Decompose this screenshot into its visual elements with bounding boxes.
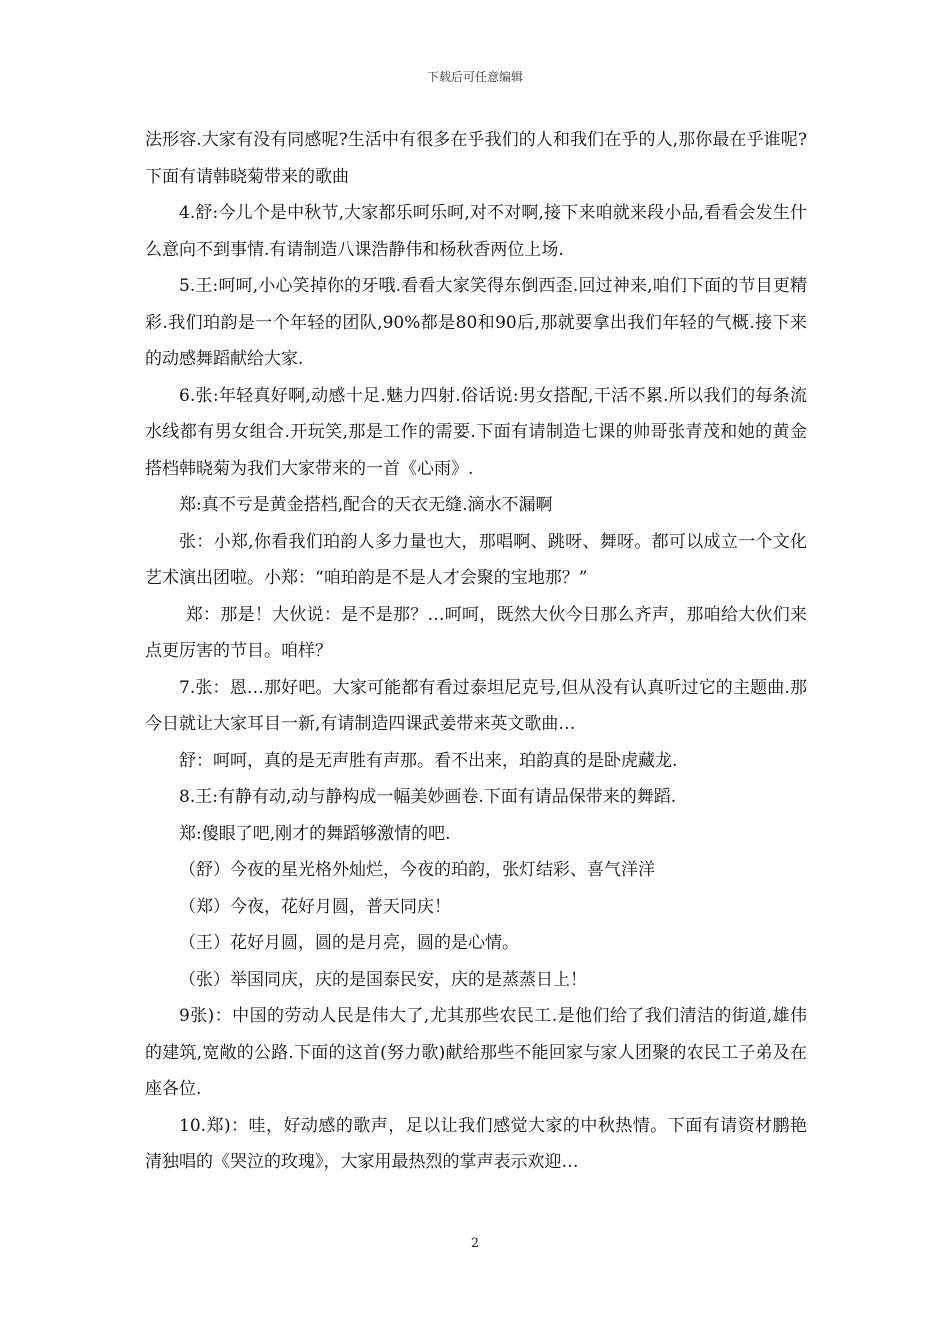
paragraph-zheng-line: （郑）今夜，花好月圆，普天同庆！ [179,896,451,917]
document-body [145,122,807,1181]
paragraph-continuation: 法形容.大家有没有同感呢?生活中有很多在乎我们的人和我们在乎的人,那你最在乎谁呢?下面有请韩晓菊带来的歌曲 [145,130,807,187]
page-header: 下载后可任意编辑 [426,70,523,84]
paragraph-zheng-1: 郑:真不亏是黄金搭档,配合的天衣无缝.滴水不漏啊 [179,495,553,515]
paragraph-7-zhang: 7.张：恩…那好吧。大家可能都有看过泰坦尼克号,但从没有认真听过它的主题曲.那今日就让大家耳目一新,有请制造四课武姜带来英文歌曲… [145,677,807,734]
paragraph-9-zhang: 9张)：中国的劳动人民是伟大了,尤其那些农民工.是他们给了我们清洁的街道,雄伟的建筑,宽敞的公路.下面的这首(努力歌)献给那些不能回家与家人团聚的农民工子弟及在座各位. [145,1006,807,1099]
paragraph-zhang-line: （张）举国同庆，庆的是国泰民安，庆的是蒸蒸日上！ [179,969,587,990]
paragraph-5-wang: 5.王:呵呵,小心笑掉你的牙哦.看看大家笑得东倒西歪.回过神来,咱们下面的节目更精彩.我们珀韵是一个年轻的团队,90%都是80和90后,那就要拿出我们年轻的气概.接下来的动感舞蹈献给大家. [145,276,807,369]
paragraph-zhang-dialogue: 张：小郑,你看我们珀韵人多力量也大，那唱啊、跳呀、舞呀。都可以成立一个文化艺术演出团啦。小郑：“咱珀韵是不是人才会聚的宝地那？” [145,531,807,588]
paragraph-10-zheng: 10.郑)：哇，好动感的歌声，足以让我们感觉大家的中秋热情。下面有请资材鹏艳清独唱的《哭泣的玫瑰》，大家用最热烈的掌声表示欢迎… [145,1115,807,1172]
paragraph-zheng-3: 郑:傻眼了吧,刚才的舞蹈够激情的吧. [179,823,451,844]
paragraph-shu-line: （舒）今夜的星光格外灿烂，今夜的珀韵，张灯结彩、喜气洋洋 [179,860,655,880]
paragraph-wang-line: （王）花好月圆，圆的是月亮，圆的是心情。 [179,933,519,953]
paragraph-8-wang: 8.王:有静有动,动与静构成一幅美妙画卷.下面有请品保带来的舞蹈. [179,787,677,807]
paragraph-shu-1: 舒：呵呵，真的是无声胜有声那。看不出来，珀韵真的是卧虎藏龙. [179,750,678,771]
paragraph-4-shu: 4.舒:今儿个是中秋节,大家都乐呵乐呵,对不对啊,接下来咱就来段小品,看看会发生什么意向不到事情.有请制造八课浩静伟和杨秋香两位上场. [145,203,807,260]
paragraph-zheng-2: 郑：那是！大伙说：是不是那？…呵呵，既然大伙今日那么齐声，那咱给大伙们来点更厉害的节目。咱样？ [145,604,807,661]
page-number: 2 [470,1236,480,1251]
paragraph-6-zhang: 6.张:年轻真好啊,动感十足.魅力四射.俗话说:男女搭配,干活不累.所以我们的每条流水线都有男女组合.开玩笑,那是工作的需要.下面有请制造七课的帅哥张青茂和她的黄金搭档韩晓菊为我们大家带来的一首《心雨》. [145,385,807,479]
